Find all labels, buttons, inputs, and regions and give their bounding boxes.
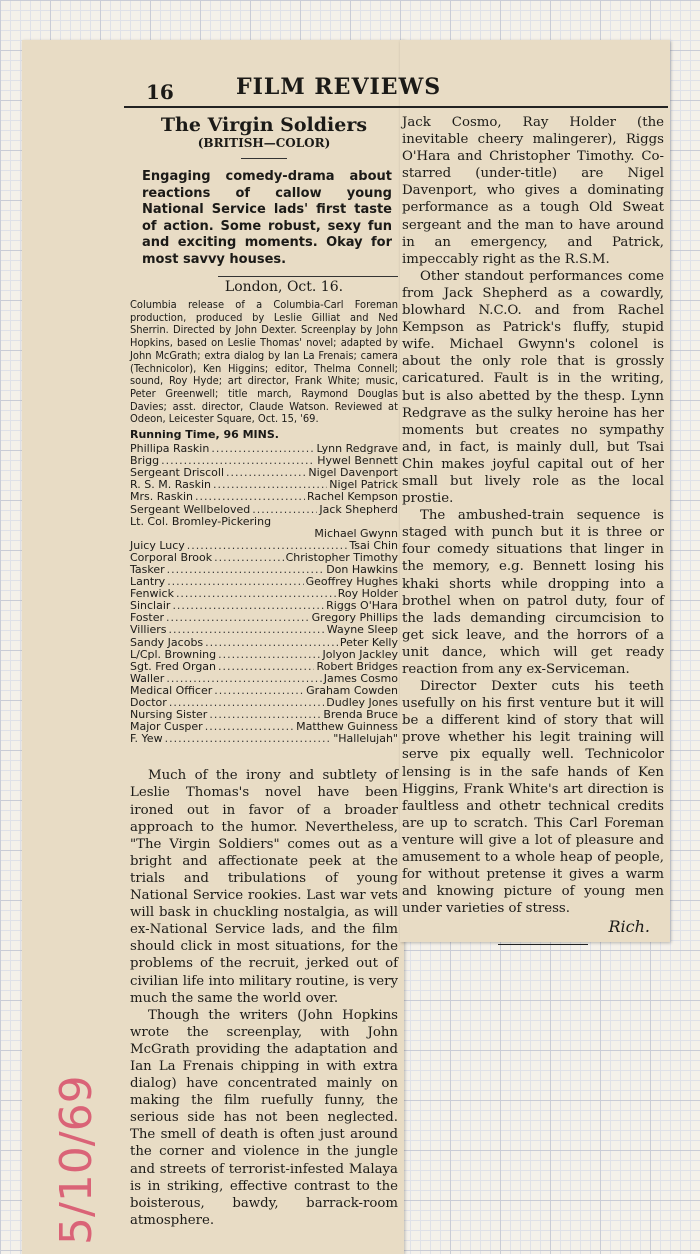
cast-role: Waller [130, 671, 165, 685]
title-divider [241, 158, 287, 159]
cast-actor: Robert Bridges [316, 659, 398, 673]
cast-actor: Don Hawkins [326, 562, 398, 576]
review-subtitle: (BRITISH—COLOR) [197, 136, 331, 150]
right-column [402, 114, 664, 945]
cast-actor: Peter Kelly [339, 635, 398, 649]
leader-dots [167, 564, 325, 576]
leader-dots [205, 637, 338, 649]
summary-divider [218, 276, 398, 277]
cast-actor: Brenda Bruce [323, 708, 398, 722]
leader-dots [166, 612, 310, 624]
page-header [124, 66, 668, 108]
leader-dots [226, 467, 306, 479]
review-paragraph: Much of the irony and subtlety of Leslie Thomas's novel have been ironed out in favor of a broader approach to the humor. Nevertheless, "The Virgin Soldiers" comes out as a bright and affectionate peek at the trials and tribulations of young National Service rookies. Last war vets will bask in chuckling nostalgia, as will ex-National Service lads, and the film should click in most situations, for the problems of the recruit, jerked out of civilian life into military routine, is very much the same the world over. [130, 768, 398, 1006]
leader-dots [214, 685, 304, 697]
leader-dots [167, 576, 303, 588]
cast-role: Juicy Lucy [130, 538, 185, 552]
cast-row [130, 528, 398, 540]
handwritten-date [0, 1065, 211, 1245]
cast-role: Sandy Jacobs [130, 635, 204, 649]
running-time: Running Time, 96 MINS. [130, 428, 279, 442]
cast-role: Brigg [130, 454, 160, 468]
cast-actor: James Cosmo [323, 671, 398, 685]
cast-role: Tasker [130, 562, 165, 576]
dateline: London, Oct. 16. [224, 279, 344, 295]
left-column [130, 108, 398, 1229]
section-title: FILM REVIEWS [236, 74, 442, 100]
cast-actor: Rachel Kempson [306, 490, 398, 504]
leader-dots [211, 443, 314, 455]
cast-role: Lantry [130, 575, 166, 589]
cast-actor: Riggs O'Hara [326, 599, 398, 613]
cast-role: Sergeant Driscoll [130, 466, 225, 480]
review-title: The Virgin Soldiers [160, 114, 368, 136]
cast-row [130, 624, 398, 636]
cast-actor: Graham Cowden [306, 683, 398, 697]
leader-dots [172, 600, 324, 612]
review-paragraph: Jack Cosmo, Ray Holder (the inevitable cheery malingerer), Riggs O'Hara and Christopher Timothy. Co-starred (under-title) are Nigel Davenport, who gives a dominating performance as a tough Old Sweat sergeant and the man to have around in an emergency, and Patrick, impeccably right as the R.S.M. [402, 115, 664, 267]
cast-actor: Roy Holder [337, 587, 398, 601]
cast-actor: "Hallelujah" [333, 732, 398, 746]
cast-actor: Tsai Chin [349, 538, 398, 552]
cast-row [130, 491, 398, 503]
cast-actor: Geoffrey Hughes [305, 575, 398, 589]
cast-actor: Matthew Guinness [296, 720, 398, 734]
cast-role: R. S. M. Raskin [130, 478, 211, 492]
cast-role: Lt. Col. Bromley-Pickering [130, 514, 272, 528]
cast-row [130, 516, 398, 528]
cast-role: Sinclair [130, 599, 171, 613]
review-paragraph: Other standout performances come from Jack Shepherd as a cowardly, blowhard N.C.O. and from Rachel Kempson as Patrick's fluffy, stupid wife. Michael Gwynn's colonel is about the only role that is grossly caricatured. Fault is in the writing, but is also abetted by the thesp. Lynn Redgrave as the sulky heroine has her moments but creates no sympathy and, in fact, is mainly dull, but Tsai Chin makes joyful capital out of her small but lively role as the local prostie. [402, 268, 664, 507]
cast-actor: Lynn Redgrave [316, 442, 398, 456]
leader-dots [218, 649, 320, 661]
cast-role: Corporal Brook [130, 550, 213, 564]
handwritten-date-text: 5/10/69 [51, 1075, 102, 1245]
cast-actor: Hywel Bennett [317, 454, 398, 468]
cast-role: F. Yew [130, 732, 163, 746]
cast-actor: Jolyon Jackley [322, 647, 398, 661]
cast-actor: Nigel Davenport [308, 466, 398, 480]
cast-role: Phillipa Raskin [130, 442, 210, 456]
reviewer-signature: Rich. [608, 917, 650, 937]
cast-actor: Jack Shepherd [319, 502, 398, 516]
page-number: 16 [146, 80, 174, 104]
leader-dots [195, 491, 305, 503]
cast-actor: Michael Gwynn [314, 526, 398, 540]
cast-actor: Dudley Jones [326, 696, 398, 709]
cast-row [130, 649, 398, 661]
review-paragraph: Director Dexter cuts his teeth usefully on his first venture but it will be a different kind of story that will prove whether his legit training will serve pix equally well. Technicolor lensing is in the safe hands of Ken Higgins, Frank White's art direction is faultless and othetr technical credits are up to scratch. This Carl Foreman venture will give a lot of pleasure and amusement to a whole heap of people, for without pretense it gives a warm and knowing picture of young men under varieties of stress. [402, 679, 664, 917]
cast-list [130, 443, 398, 745]
leader-dots [169, 624, 325, 636]
end-rule [498, 944, 588, 945]
cast-role: Sergeant Wellbeloved [130, 502, 251, 516]
cast-row [130, 661, 398, 673]
leader-dots [252, 504, 317, 516]
leader-dots [214, 552, 283, 564]
cast-role: Nursing Sister [130, 708, 208, 722]
cast-role: Villiers [130, 623, 167, 637]
review-summary: Engaging comedy-drama about reactions of callow young National Service lads' first taste of action. Some robust, sexy fun and exciting moments. Okay for most savvy houses. [142, 169, 392, 267]
cast-role: Doctor [130, 696, 167, 709]
cast-actor: Wayne Sleep [326, 623, 398, 637]
review-body-right [402, 114, 664, 917]
cast-role: Mrs. Raskin [130, 490, 194, 504]
cast-role: Major Cusper [130, 720, 203, 734]
cast-row [130, 637, 398, 649]
cast-actor: Gregory Phillips [311, 611, 398, 625]
cast-actor: Nigel Patrick [329, 478, 398, 492]
leader-dots [205, 721, 294, 733]
cast-role: Fenwick [130, 587, 174, 601]
production-credits: Columbia release of a Columbia-Carl Foreman production, produced by Leslie Gilliat and Ned Sherrin. Directed by John Dexter. Screenplay by John Hopkins, based on Leslie Thomas' novel; adapted by John McGrath; extra dialog by Ian La Frenais; camera (Technicolor), Ken Higgins; editor, Thelma Connell; sound, Roy Hyde; art director, Frank White; music, Peter Greenwell; title march, Raymond Douglas Davies; asst. director, Claude Watson. Reviewed at Odeon, Leicester Square, Oct. 15, '69. [130, 298, 398, 426]
cast-row [130, 504, 398, 516]
cast-role: Medical Officer [130, 683, 213, 697]
leader-dots [165, 733, 332, 745]
cast-role: Foster [130, 611, 164, 625]
cast-row [130, 733, 398, 745]
leader-dots [218, 661, 314, 673]
cast-actor: Christopher Timothy [285, 550, 398, 564]
review-paragraph: Though the writers (John Hopkins wrote the screenplay, with John McGrath providing the adaptation and Ian La Frenais chipping in with extra dialog) have concentrated mainly on making the film ruefully funny, the serious side has not been neglected. The smell of death is often just around the corner and violence in the jungle and streets of terrorist-infested Malaya is in striking, effective contrast to the boisterous, bawdy, barrack-room atmosphere. [130, 1007, 398, 1228]
review-paragraph: The ambushed-train sequence is staged with punch but it is three or four comedy situations that linger in the memory, e.g. Bennett losing his khaki shorts while dropping into a brothel when on patrol duty, four of the lads demanding circumcision to get sick leave, and the horrors of a unit dance, which will get ready reaction from any ex-Serviceman. [402, 508, 664, 677]
cast-role: L/Cpl. Browning [130, 647, 217, 661]
leader-dots [176, 588, 336, 600]
cast-role: Sgt. Fred Organ [130, 659, 217, 673]
